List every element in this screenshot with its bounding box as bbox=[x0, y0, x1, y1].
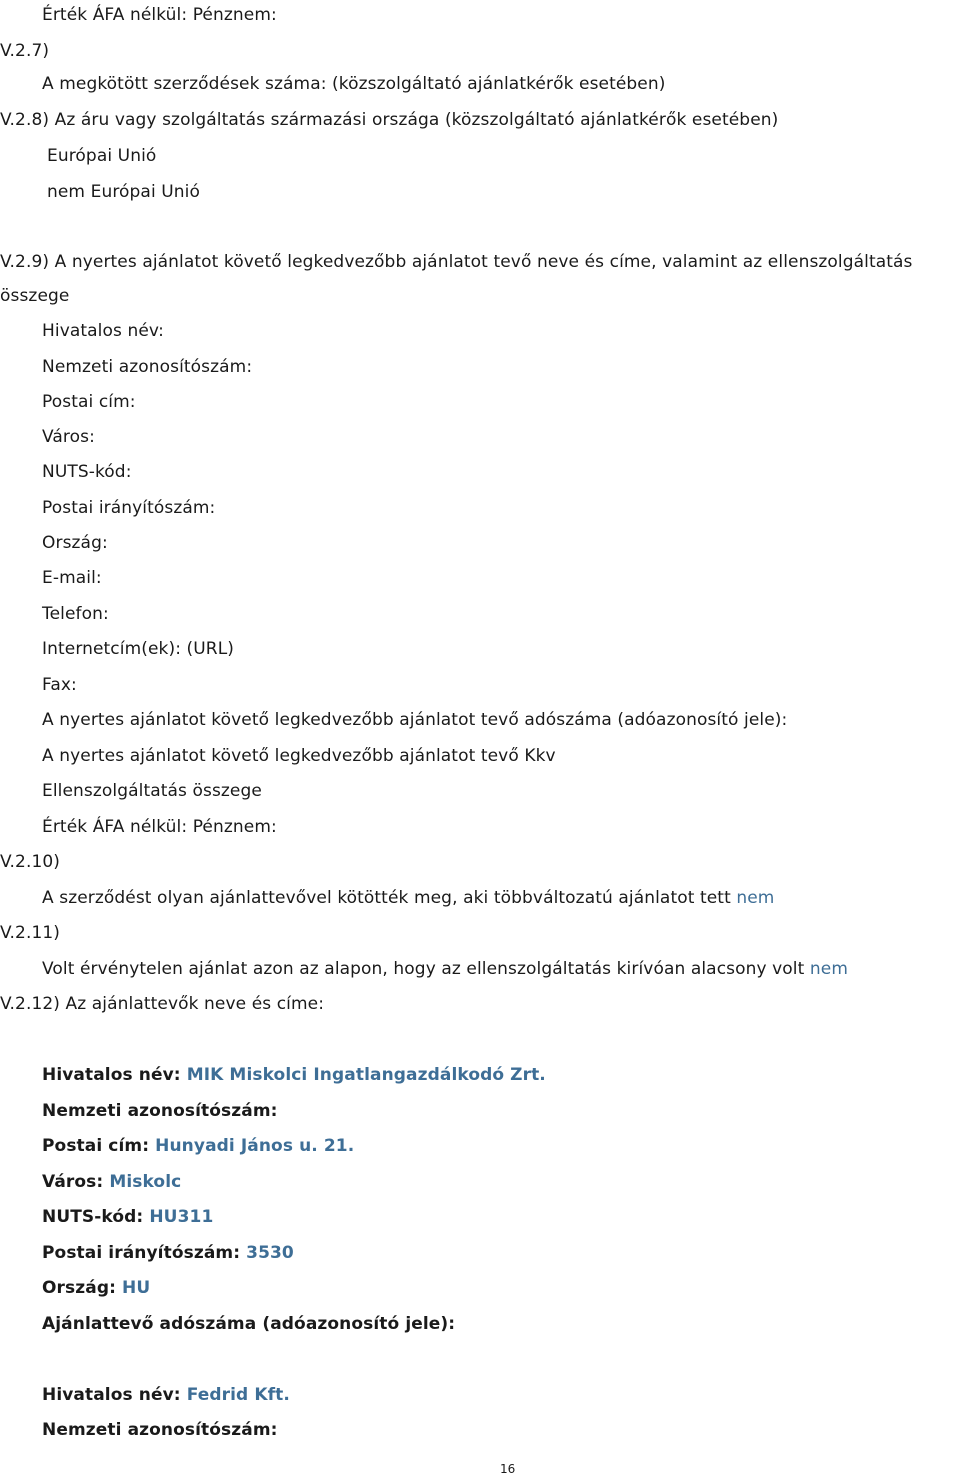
section-v212-heading: V.2.12) Az ajánlattevők neve és címe: bbox=[0, 994, 325, 1014]
country-label: Ország: bbox=[42, 533, 108, 553]
bidder1-address-row bbox=[42, 1135, 354, 1157]
bidder1-id-label: Nemzeti azonosítószám: bbox=[42, 1101, 278, 1121]
bidder1-city-label: Város: bbox=[42, 1172, 104, 1192]
email-label: E-mail: bbox=[42, 568, 102, 588]
section-v28-heading: V.2.8) Az áru vagy szolgáltatás származási országa (közszolgáltató ajánlatkérők esetében) bbox=[0, 110, 779, 130]
variant-offer-question: A szerződést olyan ajánlattevővel kötötték meg, aki többváltozatú ajánlatot tett bbox=[42, 888, 731, 908]
bidder1-nuts-value: HU311 bbox=[149, 1207, 214, 1227]
bidder1-name-label: Hivatalos név: bbox=[42, 1065, 181, 1085]
variant-offer-answer: nem bbox=[736, 888, 775, 908]
bidder1-city-value: Miskolc bbox=[109, 1172, 182, 1192]
abnormally-low-line bbox=[42, 958, 848, 980]
bidder1-nuts-label: NUTS-kód: bbox=[42, 1207, 144, 1227]
sme-label: A nyertes ajánlatot követő legkedvezőbb ajánlatot tevő Kkv bbox=[42, 746, 556, 766]
city-label: Város: bbox=[42, 427, 95, 447]
bidder2-name-label: Hivatalos név: bbox=[42, 1385, 181, 1405]
phone-label: Telefon: bbox=[42, 604, 109, 624]
variant-offer-line bbox=[42, 887, 774, 909]
bidder2-name-value: Fedrid Kft. bbox=[186, 1385, 290, 1405]
official-name-label: Hivatalos név: bbox=[42, 321, 164, 341]
abnormally-low-question: Volt érvénytelen ajánlat azon az alapon, hogy az ellenszolgáltatás kirívóan alacsony volt bbox=[42, 959, 805, 979]
contracts-count-line: A megkötött szerződések száma: (közszolgáltató ajánlatkérők esetében) bbox=[42, 74, 666, 94]
nuts-code-label: NUTS-kód: bbox=[42, 462, 132, 482]
section-v211-heading: V.2.11) bbox=[0, 923, 61, 943]
postal-code-label: Postai irányítószám: bbox=[42, 498, 216, 518]
bidder1-name-value: MIK Miskolci Ingatlangazdálkodó Zrt. bbox=[186, 1065, 546, 1085]
page-number: 16 bbox=[500, 1462, 516, 1476]
bidder1-address-label: Postai cím: bbox=[42, 1136, 150, 1156]
fax-label: Fax: bbox=[42, 675, 77, 695]
section-v29-heading-cont: összege bbox=[0, 286, 70, 306]
bidder1-zip-value: 3530 bbox=[246, 1243, 294, 1263]
national-id-label: Nemzeti azonosítószám: bbox=[42, 357, 253, 377]
bidder1-zip-label: Postai irányítószám: bbox=[42, 1243, 241, 1263]
bidder1-name-row bbox=[42, 1064, 546, 1086]
bidder1-tax-label: Ajánlattevő adószáma (adóazonosító jele): bbox=[42, 1314, 456, 1334]
abnormally-low-answer: nem bbox=[809, 959, 849, 979]
bidder1-country-value: HU bbox=[122, 1278, 151, 1298]
postal-address-label: Postai cím: bbox=[42, 392, 136, 412]
bidder1-city-row bbox=[42, 1171, 181, 1193]
bidder2-name-row bbox=[42, 1384, 290, 1406]
section-v27-heading: V.2.7) bbox=[0, 41, 50, 61]
bidder1-zip-row bbox=[42, 1242, 294, 1264]
value-excl-vat-line-2: Érték ÁFA nélkül: Pénznem: bbox=[42, 817, 277, 837]
section-v210-heading: V.2.10) bbox=[0, 852, 61, 872]
bidder1-nuts-row bbox=[42, 1206, 213, 1228]
tax-number-label: A nyertes ajánlatot követő legkedvezőbb ajánlatot tevő adószáma (adóazonosító jele): bbox=[42, 710, 788, 730]
origin-eu-option: Európai Unió bbox=[47, 146, 157, 166]
bidder1-country-row bbox=[42, 1277, 150, 1299]
bidder1-address-value: Hunyadi János u. 21. bbox=[155, 1136, 355, 1156]
bidder2-id-label: Nemzeti azonosítószám: bbox=[42, 1420, 278, 1440]
origin-non-eu-option: nem Európai Unió bbox=[47, 182, 201, 202]
value-excl-vat-line: Érték ÁFA nélkül: Pénznem: bbox=[42, 5, 277, 25]
bidder1-country-label: Ország: bbox=[42, 1278, 116, 1298]
section-v29-heading: V.2.9) A nyertes ajánlatot követő legkedvezőbb ajánlatot tevő neve és címe, valamint az ellenszolgáltatás bbox=[0, 252, 913, 272]
url-label: Internetcím(ek): (URL) bbox=[42, 639, 235, 659]
consideration-amount-label: Ellenszolgáltatás összege bbox=[42, 781, 262, 801]
